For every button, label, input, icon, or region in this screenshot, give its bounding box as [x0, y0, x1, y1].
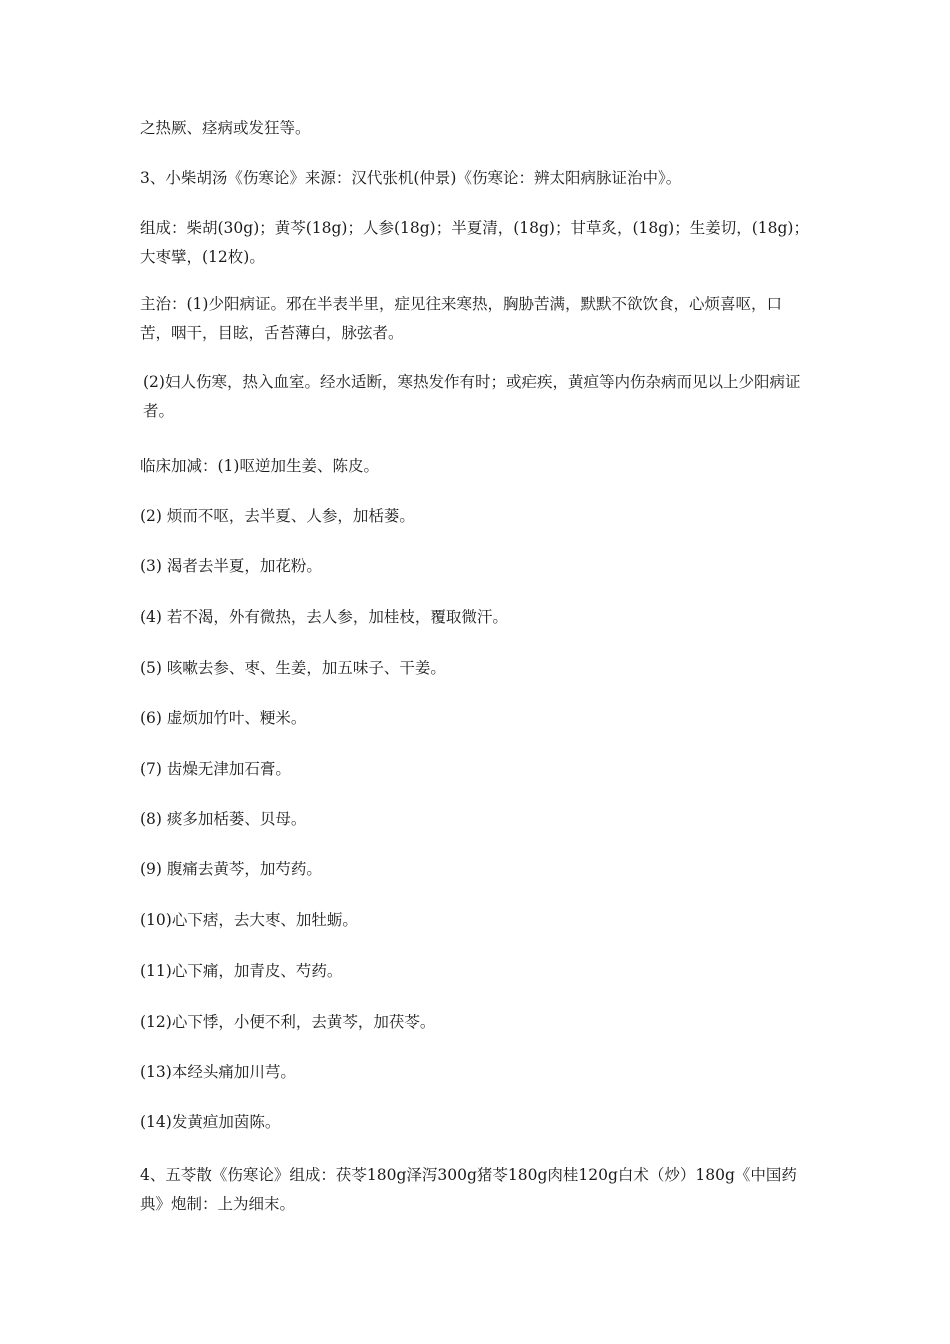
modification-item-8: (8) 痰多加栝蒌、贝母。: [140, 810, 307, 828]
modification-item-9: (9) 腹痛去黄芩，加芍药。: [140, 860, 322, 878]
modification-item-13: (13)本经头痛加川芎。: [140, 1063, 296, 1081]
modification-item-7: (7) 齿燥无津加石膏。: [140, 760, 291, 778]
modification-item-4: (4) 若不渴，外有微热，去人参，加桂枝，覆取微汗。: [140, 608, 508, 626]
formula-heading-wuling: 4、五苓散《伤寒论》组成：茯苓180g泽泻300g猪苓180g肉桂120g白术（炒）180g《中国药典》炮制：上为细末。: [140, 1166, 797, 1213]
indication-paragraph-1: 主治：(1)少阳病证。邪在半表半里，症见往来寒热，胸胁苦满，默默不欲饮食，心烦喜呕，口苦，咽干，目眩，舌苔薄白，脉弦者。: [140, 295, 782, 342]
paragraph-continuation: 之热厥、痉病或发狂等。: [140, 119, 311, 137]
modification-item-12: (12)心下悸，小便不利，去黄芩，加茯苓。: [140, 1013, 436, 1031]
modification-item-2: (2) 烦而不呕，去半夏、人参，加栝蒌。: [140, 507, 415, 525]
modification-item-10: (10)心下痞，去大枣、加牡蛎。: [140, 911, 358, 929]
modification-item-14: (14)发黄疸加茵陈。: [140, 1113, 281, 1131]
composition-paragraph: 组成：柴胡(30g)；黄芩(18g)；人参(18g)；半夏清，(18g)；甘草炙，(18g)；生姜切，(18g)；大枣擘，(12枚)。: [140, 219, 809, 266]
modification-item-3: (3) 渴者去半夏，加花粉。: [140, 557, 322, 575]
indication-paragraph-2: (2)妇人伤寒，热入血室。经水适断，寒热发作有时；或疟疾，黄疸等内伤杂病而见以上少阳病证者。: [143, 373, 801, 420]
modification-item-5: (5) 咳嗽去参、枣、生姜，加五味子、干姜。: [140, 659, 446, 677]
modification-item-1: 临床加减：(1)呕逆加生姜、陈皮。: [140, 457, 379, 475]
modification-item-6: (6) 虚烦加竹叶、粳米。: [140, 709, 307, 727]
modification-item-11: (11)心下痛，加青皮、芍药。: [140, 962, 343, 980]
formula-heading-xiaochaihu: 3、小柴胡汤《伤寒论》来源：汉代张机(仲景)《伤寒论：辨太阳病脉证治中》。: [140, 169, 682, 187]
